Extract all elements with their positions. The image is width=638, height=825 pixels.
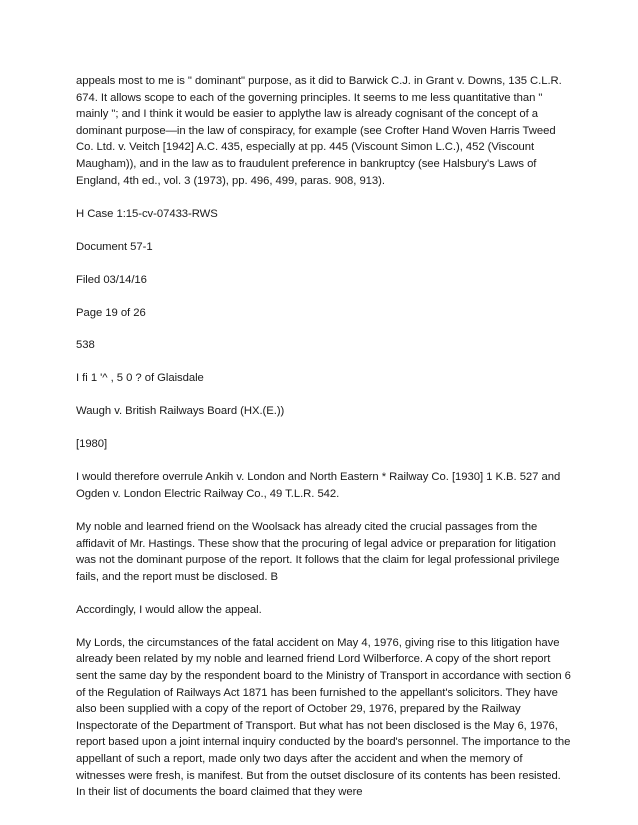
filed-date: Filed 03/14/16 xyxy=(76,273,147,286)
paragraph-dominant-purpose: appeals most to me is " dominant" purpose, as it did to Barwick C.J. in Grant v. Downs, 135 C.L.R. 674. It allows scope to each of the governing principles. It seems to me less quantitative than " mainly "; and I think it would be easier to applythe law is already cognisant of the concept of a dominant purpose—in the law of conspiracy, for example (see Crofter Hand Woven Harris Tweed Co. Ltd. v. Veitch [1942] A.C. 435, especially at pp. 445 (Viscount Simon L.C.), 452 (Viscount Maugham)), and in the law as to fraudulent preference in bankruptcy (see Halsbury's Laws of England, 4th ed., vol. 3 (1973), pp. 496, 499, paras. 908, 913). xyxy=(76,75,562,187)
document-number: Document 57-1 xyxy=(76,240,153,253)
paragraph-overrule: I would therefore overrule Ankih v. London and North Eastern * Railway Co. [1930] 1 K.B. 527 and Ogden v. London Electric Railway Co., 49 T.L.R. 542. xyxy=(76,471,561,501)
paragraph-allow-appeal: Accordingly, I would allow the appeal. xyxy=(76,603,262,616)
case-number: H Case 1:15-cv-07433-RWS xyxy=(76,207,218,220)
running-header-judge: I fi 1 '^ , 5 0 ? of Glaisdale xyxy=(76,372,204,385)
report-page-number: 538 xyxy=(76,339,95,352)
paragraph-affidavit: My noble and learned friend on the Woolsack has already cited the crucial passages from the affidavit of Mr. Hastings. These show that the procuring of legal advice or preparation for litigation was not the dominant purpose of the report. It follows that the claim for legal professional privilege fails, and the report must be disclosed. B xyxy=(76,521,560,583)
case-title: Waugh v. British Railways Board (HX.(E.)) xyxy=(76,405,285,418)
paragraph-circumstances: My Lords, the circumstances of the fatal accident on May 4, 1976, giving rise to this litigation have already been related by my noble and learned friend Lord Wilberforce. A copy of the short report sent the same day by the respondent board to the Ministry of Transport in accordance with section 6 of the Regulation of Railways Act 1871 has been furnished to the appellant's solicitors. They have also been supplied with a copy of the report of October 29, 1976, prepared by the Railway Inspectorate of the Department of Transport. But what has not been disclosed is the May 6, 1976, report based upon a joint internal inquiry conducted by the board's personnel. The importance to the appellant of such a report, made only two days after the accident and when the memory of witnesses were fresh, is manifest. But from the outset disclosure of its contents has been resisted. In their list of documents the board claimed that they were xyxy=(76,636,571,799)
report-year: [1980] xyxy=(76,438,108,451)
page-count: Page 19 of 26 xyxy=(76,306,146,319)
document-body xyxy=(76,73,571,817)
